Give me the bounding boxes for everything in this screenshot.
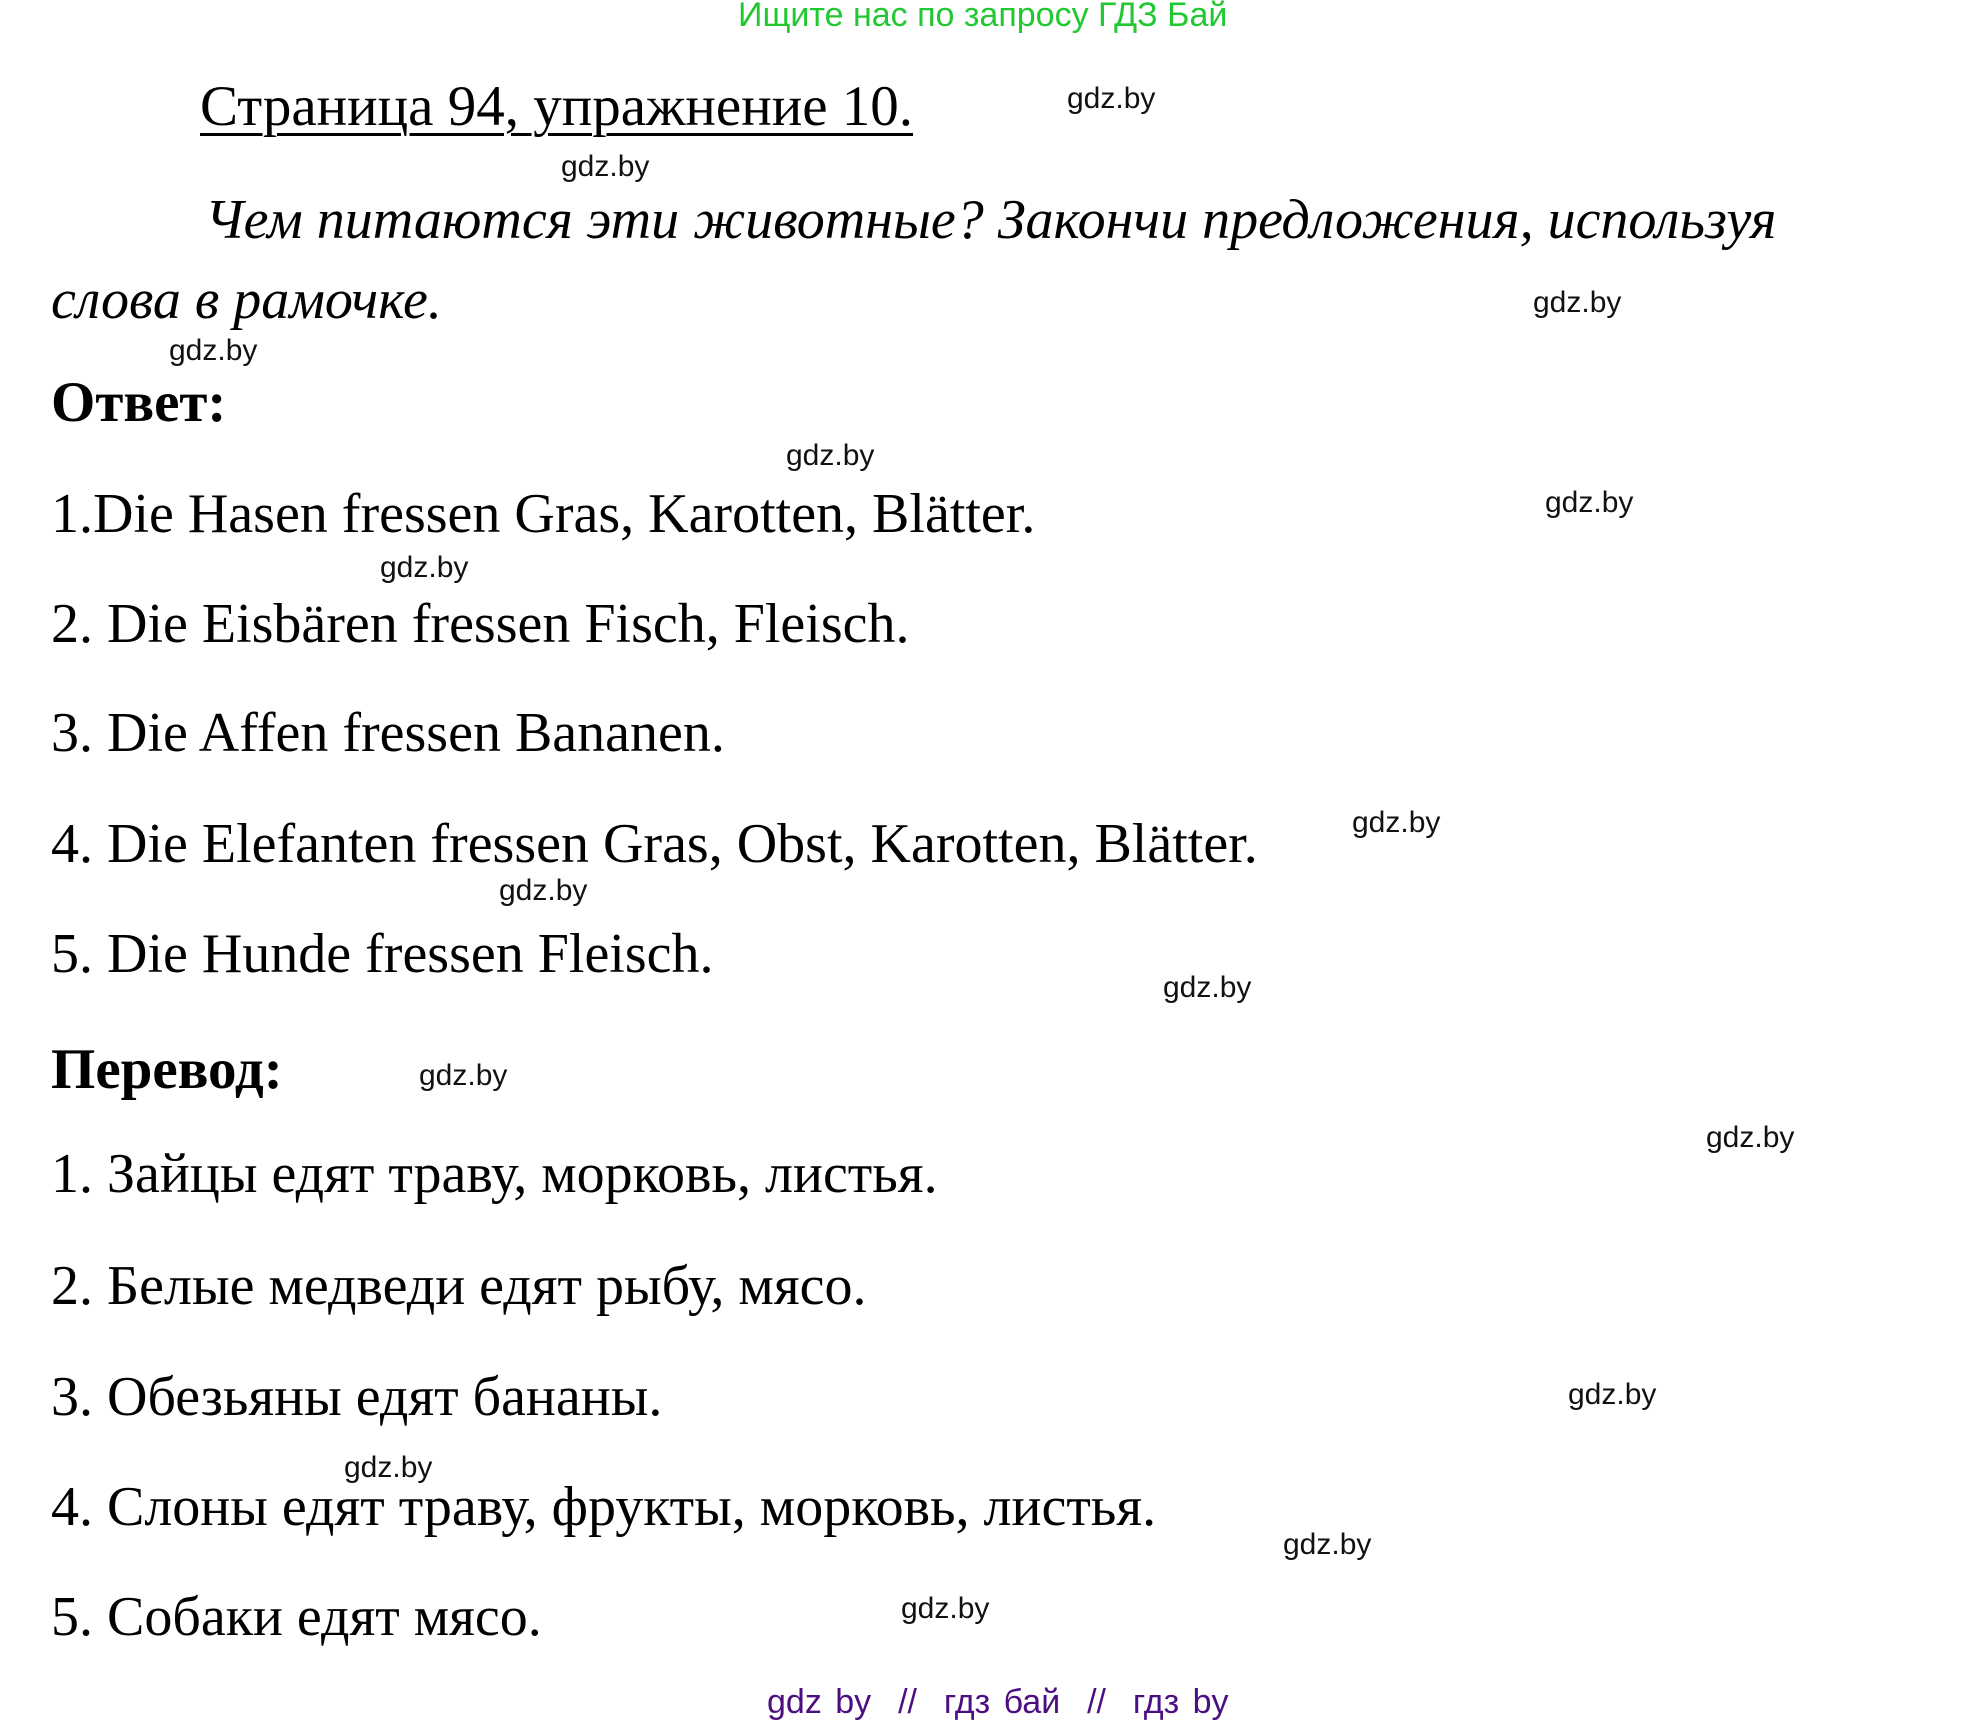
watermark: gdz.by bbox=[1568, 1378, 1657, 1411]
watermark: gdz.by bbox=[169, 334, 258, 367]
header-banner: Ищите нас по запросу ГДЗ Бай bbox=[738, 0, 1228, 34]
watermark: gdz.by bbox=[419, 1059, 508, 1092]
answer-line: 4. Die Elefanten fressen Gras, Obst, Karotten, Blätter. bbox=[51, 813, 1258, 875]
translation-line: 1. Зайцы едят траву, морковь, листья. bbox=[51, 1143, 938, 1205]
task-text-line-2: слова в рамочке. bbox=[51, 269, 442, 331]
watermark: gdz.by bbox=[786, 439, 875, 472]
translation-line: 4. Слоны едят траву, фрукты, морковь, листья. bbox=[51, 1476, 1157, 1538]
watermark: gdz.by bbox=[1533, 286, 1622, 319]
watermark: gdz.by bbox=[1545, 486, 1634, 519]
watermark: gdz.by bbox=[1352, 806, 1441, 839]
watermark: gdz.by bbox=[1067, 82, 1156, 115]
translation-line: 3. Обезьяны едят бананы. bbox=[51, 1366, 663, 1428]
watermark: gdz.by bbox=[1283, 1528, 1372, 1561]
answer-line: 5. Die Hunde fressen Fleisch. bbox=[51, 923, 714, 985]
translation-line: 5. Собаки едят мясо. bbox=[51, 1586, 542, 1648]
answer-heading: Ответ: bbox=[51, 371, 227, 434]
answer-line: 2. Die Eisbären fressen Fisch, Fleisch. bbox=[51, 593, 910, 655]
footer-links: gdz by // гдз бай // гдз by bbox=[767, 1683, 1229, 1721]
watermark: gdz.by bbox=[499, 874, 588, 907]
page-title: Страница 94, упражнение 10. bbox=[200, 75, 914, 138]
watermark: gdz.by bbox=[901, 1592, 990, 1625]
answer-line: 1.Die Hasen fressen Gras, Karotten, Blätter. bbox=[51, 483, 1036, 545]
answer-line: 3. Die Affen fressen Bananen. bbox=[51, 702, 725, 764]
watermark: gdz.by bbox=[380, 551, 469, 584]
watermark: gdz.by bbox=[1706, 1121, 1795, 1154]
watermark: gdz.by bbox=[561, 150, 650, 183]
translation-line: 2. Белые медведи едят рыбу, мясо. bbox=[51, 1255, 867, 1317]
translation-heading: Перевод: bbox=[51, 1038, 283, 1101]
watermark: gdz.by bbox=[344, 1451, 433, 1484]
watermark: gdz.by bbox=[1163, 971, 1252, 1004]
task-text-line-1: Чем питаются эти животные? Закончи предложения, используя bbox=[205, 189, 1777, 251]
